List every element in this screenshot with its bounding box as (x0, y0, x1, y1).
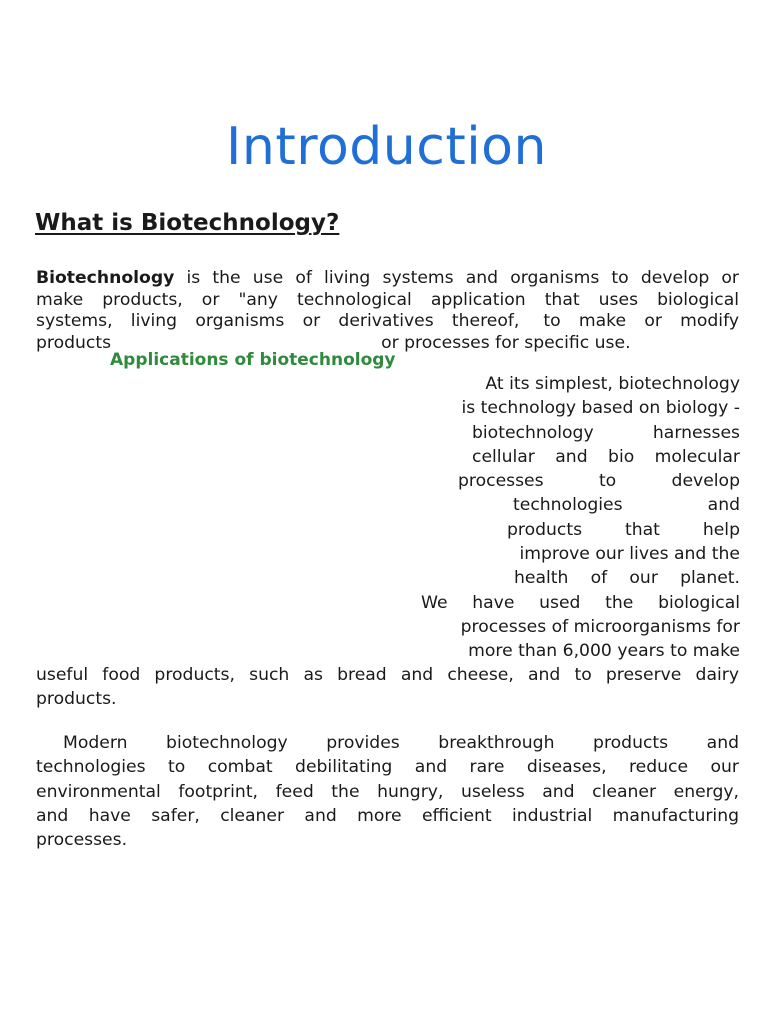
p2-line: is technology based on biology - (461, 398, 740, 419)
simple-definition-paragraph (400, 372, 740, 664)
p2-tail-line: useful food products, such as bread and cheese, and to preserve dairy (36, 665, 739, 685)
p1-line-4: products or processes for specific use. (36, 332, 631, 353)
p1-line-2: make products, or "any technological application that uses biological (36, 289, 739, 310)
p3-line: processes. (36, 830, 128, 851)
bold-term: Biotechnology (36, 268, 175, 288)
p2-line: cellular and bio molecular (472, 446, 740, 467)
p3-line: environmental footprint, feed the hungry, useless and cleaner energy, (36, 781, 739, 802)
p3-line: Modern biotechnology provides breakthrough products and (63, 733, 739, 753)
p2-line: biotechnology harnesses (472, 422, 740, 443)
p2-line: products that help (507, 519, 740, 540)
p2-line: improve our lives and the (519, 544, 740, 565)
section-heading: What is Biotechnology? (35, 210, 340, 236)
p3-line: technologies to combat debilitating and rare diseases, reduce our (36, 757, 739, 778)
simple-definition-continuation (36, 663, 739, 711)
p1-line-1: Biotechnology is the use of living systems and organisms to develop or (36, 268, 739, 288)
p3-line: and have safer, cleaner and more efficient industrial manufacturing (36, 805, 739, 826)
page-title: Introduction (226, 117, 547, 177)
image-caption: Applications of biotechnology (110, 350, 396, 370)
p2-tail-line: products. (36, 689, 117, 709)
p2-line: processes to develop (458, 471, 740, 492)
p2-line: more than 6,000 years to make (468, 641, 740, 662)
modern-biotech-paragraph (36, 731, 739, 852)
p2-line: health of our planet. (514, 568, 740, 589)
definition-paragraph (36, 268, 739, 354)
p2-line: We have used the biological (421, 592, 740, 613)
p2-line: processes of microorganisms for (460, 616, 740, 637)
p2-line: At its simplest, biotechnology (485, 374, 740, 394)
p2-line: technologies and (513, 495, 740, 516)
p1-line-3: systems, living organisms or derivatives thereof, to make or modify (36, 311, 740, 331)
